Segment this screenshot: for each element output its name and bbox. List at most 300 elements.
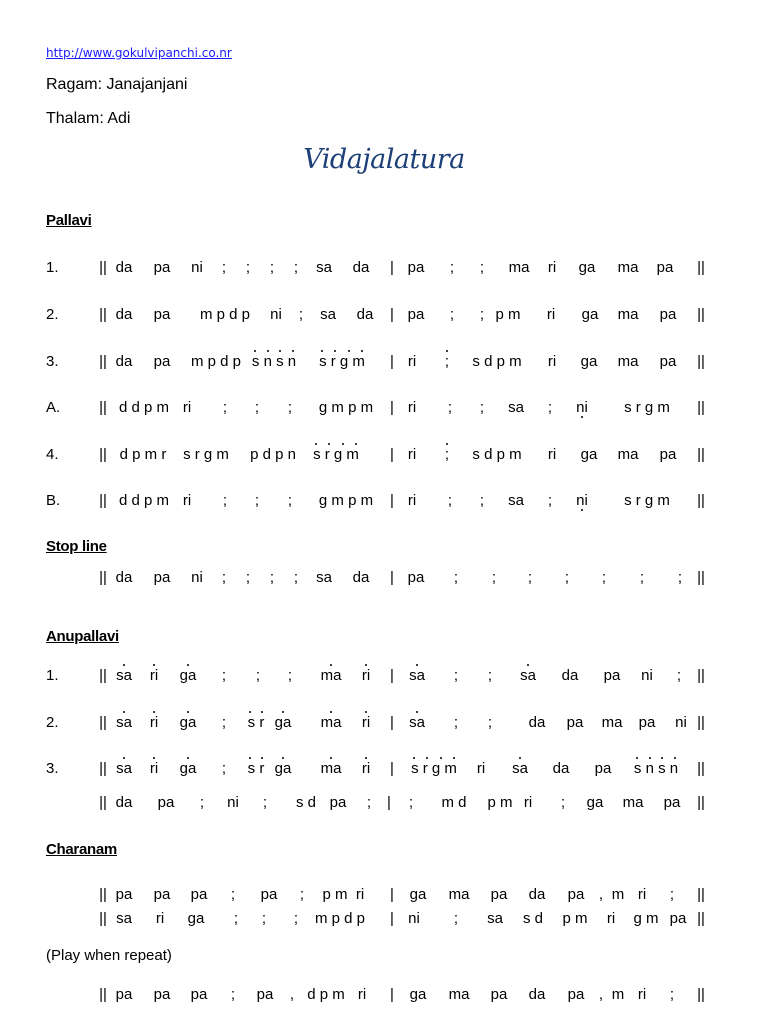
swara: da <box>115 259 133 276</box>
bar-line: || <box>99 986 107 1003</box>
swara: sa <box>508 399 524 416</box>
swara: sa <box>409 714 425 731</box>
bar-line: || <box>99 306 107 323</box>
swara: pa <box>659 353 677 370</box>
bar-line: || <box>697 886 705 903</box>
bar-line: || <box>99 794 107 811</box>
bar-line: || <box>99 353 107 370</box>
section-anupallavi: Anupallavi <box>46 628 119 645</box>
bar-line: || <box>697 714 705 731</box>
swara: s r g m <box>313 446 359 463</box>
bar-line: | <box>390 986 394 1003</box>
swara: da <box>115 306 133 323</box>
swara: sa <box>508 492 524 509</box>
swara: ma <box>617 446 639 463</box>
swara: pa <box>638 714 656 731</box>
upper-octave-dot <box>330 757 332 759</box>
swara: ga <box>409 886 427 903</box>
swara: ga <box>578 259 596 276</box>
rest-mark: ; <box>230 986 236 1003</box>
notation-line <box>0 569 768 593</box>
notation-line <box>0 886 768 910</box>
rest-mark: ; <box>669 986 675 1003</box>
swara: pa <box>153 306 171 323</box>
swara: pa <box>115 886 133 903</box>
swara: s d <box>522 910 544 927</box>
rest-mark: ; <box>601 569 607 586</box>
rest-mark: , <box>598 886 604 903</box>
bar-line: || <box>697 446 705 463</box>
swara: pa <box>659 306 677 323</box>
bar-line: || <box>99 492 107 509</box>
section-charanam: Charanam <box>46 841 117 858</box>
swara: ri <box>547 446 557 463</box>
swara: p m <box>487 794 513 811</box>
bar-line: || <box>99 886 107 903</box>
bar-line: | <box>390 399 394 416</box>
swara: p m <box>562 910 588 927</box>
swara: sa <box>116 714 132 731</box>
upper-octave-dot <box>249 757 251 759</box>
rest-mark: , <box>598 986 604 1003</box>
rest-mark: ; <box>453 667 459 684</box>
rest-mark: ; <box>230 886 236 903</box>
bar-line: | <box>390 353 394 370</box>
lower-octave-dot <box>581 416 583 418</box>
swara: s r g m <box>624 399 670 416</box>
swara: ri <box>361 760 371 777</box>
upper-octave-dot <box>249 711 251 713</box>
swara: ga <box>179 760 197 777</box>
swara: ri <box>182 492 192 509</box>
bar-line: | <box>390 306 394 323</box>
rest-mark: ; <box>221 714 227 731</box>
swara: pa <box>669 910 687 927</box>
swara: s r <box>247 760 265 777</box>
swara: ri <box>637 886 647 903</box>
swara: da <box>528 886 546 903</box>
upper-octave-dot <box>674 757 676 759</box>
rest-mark: ; <box>287 492 293 509</box>
swara: da <box>528 714 546 731</box>
swara: m p d p <box>199 306 251 323</box>
rest-mark: ; <box>221 569 227 586</box>
upper-octave-dot <box>365 757 367 759</box>
bar-line: | <box>390 667 394 684</box>
rest-mark: ; <box>669 886 675 903</box>
swara: ga <box>179 667 197 684</box>
rest-mark: ; <box>221 667 227 684</box>
ragam-label: Ragam: Janajanjani <box>46 76 188 93</box>
rest-mark: ; <box>221 760 227 777</box>
swara: p m <box>322 886 348 903</box>
upper-octave-dot <box>187 664 189 666</box>
swara: d d p m <box>118 399 170 416</box>
rest-mark: ; <box>298 306 304 323</box>
swara: pa <box>153 259 171 276</box>
notation-line <box>0 714 768 738</box>
swara: m d <box>441 794 467 811</box>
swara: g m p m <box>318 492 374 509</box>
swara: ma <box>601 714 623 731</box>
line-number: 4. <box>46 446 59 463</box>
line-number: 3. <box>46 760 59 777</box>
swara: ga <box>580 446 598 463</box>
swara: pa <box>407 569 425 586</box>
swara: sa <box>316 259 332 276</box>
rest-mark: ; <box>447 399 453 416</box>
rest-mark: ; <box>199 794 205 811</box>
swara: d p m <box>307 986 345 1003</box>
swara: ni <box>675 714 687 731</box>
upper-octave-dot <box>453 757 455 759</box>
swara: pa <box>567 986 585 1003</box>
swara: ga <box>409 986 427 1003</box>
rest-mark: ; <box>254 399 260 416</box>
swara: sa <box>409 667 425 684</box>
bar-line: | <box>390 492 394 509</box>
swara: m <box>611 886 625 903</box>
swara: pa <box>407 259 425 276</box>
upper-octave-dot <box>282 711 284 713</box>
swara: g m <box>633 910 659 927</box>
swara: da <box>352 259 370 276</box>
swara: s r g m <box>624 492 670 509</box>
swara: ri <box>407 446 417 463</box>
swara: ri <box>407 492 417 509</box>
swara: s r <box>247 714 265 731</box>
bar-line: | <box>390 446 394 463</box>
rest-mark: , <box>289 986 295 1003</box>
bar-line: || <box>697 353 705 370</box>
upper-octave-dot <box>328 443 330 445</box>
swara: ri <box>357 986 367 1003</box>
swara: m <box>611 986 625 1003</box>
rest-mark: ; <box>676 667 682 684</box>
swara: s r g m <box>411 760 457 777</box>
swara: ri <box>361 667 371 684</box>
upper-octave-dot <box>321 350 323 352</box>
rest-mark: ; <box>453 569 459 586</box>
swara: ri <box>149 667 159 684</box>
rest-mark: ; <box>269 259 275 276</box>
upper-octave-dot <box>636 757 638 759</box>
bar-line: | <box>387 794 391 811</box>
swara: pa <box>566 714 584 731</box>
upper-octave-dot <box>365 664 367 666</box>
bar-line: || <box>99 910 107 927</box>
upper-octave-dot <box>649 757 651 759</box>
swara: pa <box>567 886 585 903</box>
bar-line: || <box>697 794 705 811</box>
rest-mark: ; <box>487 667 493 684</box>
swara: ga <box>187 910 205 927</box>
swara: ma <box>617 259 639 276</box>
swara: da <box>115 794 133 811</box>
upper-octave-dot <box>330 711 332 713</box>
bar-line: | <box>390 259 394 276</box>
swara: ri <box>547 353 557 370</box>
notation-line <box>0 910 768 934</box>
notation-line <box>0 492 768 516</box>
rest-mark: ; <box>221 259 227 276</box>
upper-octave-dot <box>187 711 189 713</box>
upper-octave-dot <box>279 350 281 352</box>
swara: s r g m <box>183 446 229 463</box>
swara: s d <box>295 794 317 811</box>
section-stop-line: Stop line <box>46 538 107 555</box>
upper-octave-dot <box>527 664 529 666</box>
rest-mark: ; <box>293 569 299 586</box>
swara: pa <box>490 886 508 903</box>
swara: ma <box>622 794 644 811</box>
swara: ri <box>407 353 417 370</box>
swara: p d p n <box>250 446 296 463</box>
rest-mark: ; <box>245 569 251 586</box>
swara: ri <box>523 794 533 811</box>
rest-mark: ; <box>453 910 459 927</box>
swara: da <box>528 986 546 1003</box>
upper-octave-dot <box>416 711 418 713</box>
rest-mark: ; <box>255 667 261 684</box>
rest-mark: ; <box>560 794 566 811</box>
upper-octave-dot <box>123 664 125 666</box>
line-number: 1. <box>46 667 59 684</box>
song-title: Vidajalatura <box>303 144 465 175</box>
swara: ma <box>617 306 639 323</box>
swara: sa <box>320 306 336 323</box>
rest-mark: ; <box>547 399 553 416</box>
swara: sa <box>487 910 503 927</box>
swara: pa <box>656 259 674 276</box>
upper-octave-dot <box>440 757 442 759</box>
swara: s n s n <box>633 760 679 777</box>
rest-mark: ; <box>245 259 251 276</box>
notation-line <box>0 760 768 784</box>
upper-octave-dot <box>330 664 332 666</box>
swara: ni <box>191 569 203 586</box>
bar-line: || <box>99 259 107 276</box>
rest-mark: ; <box>233 910 239 927</box>
swara: ri <box>547 259 557 276</box>
swara: m p d p <box>190 353 242 370</box>
swara: ma <box>320 760 342 777</box>
rest-mark: ; <box>287 399 293 416</box>
rest-mark: ; <box>261 910 267 927</box>
swara: sa <box>116 760 132 777</box>
rest-mark: ; <box>222 492 228 509</box>
line-number: A. <box>46 399 61 416</box>
swara: sa <box>116 667 132 684</box>
swara: ni <box>408 910 420 927</box>
notation-line <box>0 446 768 470</box>
bar-line: || <box>697 986 705 1003</box>
swara: da <box>352 569 370 586</box>
bar-line: | <box>390 886 394 903</box>
swara: pa <box>260 886 278 903</box>
upper-octave-dot <box>261 711 263 713</box>
line-number: 3. <box>46 353 59 370</box>
rest-mark: ; <box>222 399 228 416</box>
rest-mark: ; <box>293 259 299 276</box>
rest-mark: ; <box>449 306 455 323</box>
bar-line: || <box>697 569 705 586</box>
swara: pa <box>659 446 677 463</box>
bar-line: || <box>99 569 107 586</box>
rest-mark: ; <box>453 714 459 731</box>
upper-octave-dot <box>187 757 189 759</box>
upper-octave-dot <box>261 757 263 759</box>
swara: ri <box>361 714 371 731</box>
swara: pa <box>190 986 208 1003</box>
upper-octave-dot <box>348 350 350 352</box>
rest-mark: ; <box>491 569 497 586</box>
swara: s r g m <box>319 353 365 370</box>
swara: ni <box>227 794 239 811</box>
swara: ma <box>617 353 639 370</box>
website-link[interactable]: http://www.gokulvipanchi.co.nr <box>46 46 232 60</box>
swara: ri <box>606 910 616 927</box>
swara: d d p m <box>118 492 170 509</box>
swara: m p d p <box>314 910 366 927</box>
upper-octave-dot <box>292 350 294 352</box>
rest-mark: ; <box>479 306 485 323</box>
bar-line: | <box>390 714 394 731</box>
swara: s d p m <box>472 446 522 463</box>
bar-line: || <box>697 667 705 684</box>
rest-mark: ; <box>527 569 533 586</box>
section-pallavi: Pallavi <box>46 212 92 229</box>
play-when-repeat-note: (Play when repeat) <box>46 947 172 964</box>
rest-mark: ; <box>564 569 570 586</box>
upper-octave-dot <box>153 757 155 759</box>
upper-octave-dot <box>365 711 367 713</box>
rest-mark: ; <box>479 492 485 509</box>
bar-line: || <box>99 760 107 777</box>
upper-octave-dot <box>342 443 344 445</box>
upper-octave-dot <box>123 711 125 713</box>
rest-mark: ; <box>677 569 683 586</box>
swara: pa <box>329 794 347 811</box>
notation-line <box>0 986 768 1010</box>
rest-mark: ; <box>547 492 553 509</box>
rest-mark: ; <box>447 492 453 509</box>
swara: ma <box>448 886 470 903</box>
swara: pa <box>153 986 171 1003</box>
swara: sa <box>316 569 332 586</box>
swara: ni <box>641 667 653 684</box>
swara: pa <box>115 986 133 1003</box>
notation-line <box>0 259 768 283</box>
bar-line: || <box>697 399 705 416</box>
swara: ri <box>355 886 365 903</box>
bar-line: || <box>697 760 705 777</box>
swara: ni <box>576 399 588 416</box>
rest-mark: ; <box>444 446 450 463</box>
lower-octave-dot <box>581 509 583 511</box>
rest-mark: ; <box>293 910 299 927</box>
swara: p m <box>495 306 521 323</box>
swara: pa <box>153 569 171 586</box>
upper-octave-dot <box>519 757 521 759</box>
swara: pa <box>157 794 175 811</box>
swara: ma <box>320 714 342 731</box>
swara: pa <box>663 794 681 811</box>
swara: ni <box>191 259 203 276</box>
thalam-label: Thalam: Adi <box>46 110 131 127</box>
upper-octave-dot <box>446 443 448 445</box>
swara: ga <box>581 306 599 323</box>
notation-line <box>0 399 768 423</box>
rest-mark: ; <box>479 259 485 276</box>
swara: s n s n <box>251 353 297 370</box>
swara: pa <box>153 353 171 370</box>
swara: ga <box>179 714 197 731</box>
rest-mark: ; <box>254 492 260 509</box>
rest-mark: ; <box>639 569 645 586</box>
upper-octave-dot <box>355 443 357 445</box>
swara: d p m r <box>119 446 167 463</box>
swara: sa <box>512 760 528 777</box>
rest-mark: ; <box>287 667 293 684</box>
swara: pa <box>603 667 621 684</box>
rest-mark: ; <box>366 794 372 811</box>
bar-line: || <box>697 306 705 323</box>
rest-mark: ; <box>269 569 275 586</box>
rest-mark: ; <box>449 259 455 276</box>
rest-mark: ; <box>408 794 414 811</box>
rest-mark: ; <box>444 353 450 370</box>
rest-mark: ; <box>262 794 268 811</box>
swara: g m p m <box>318 399 374 416</box>
swara: pa <box>153 886 171 903</box>
swara: ri <box>546 306 556 323</box>
line-number: 2. <box>46 714 59 731</box>
bar-line: || <box>697 492 705 509</box>
swara: da <box>115 353 133 370</box>
swara: ri <box>182 399 192 416</box>
swara: ri <box>149 760 159 777</box>
upper-octave-dot <box>661 757 663 759</box>
swara: ri <box>637 986 647 1003</box>
bar-line: || <box>697 910 705 927</box>
upper-octave-dot <box>153 664 155 666</box>
swara: da <box>115 569 133 586</box>
upper-octave-dot <box>334 350 336 352</box>
line-number: 2. <box>46 306 59 323</box>
swara: ga <box>274 760 292 777</box>
rest-mark: ; <box>299 886 305 903</box>
notation-line <box>0 306 768 330</box>
upper-octave-dot <box>416 664 418 666</box>
notation-line <box>0 794 768 818</box>
bar-line: || <box>99 399 107 416</box>
swara: pa <box>594 760 612 777</box>
line-number: B. <box>46 492 61 509</box>
swara: da <box>552 760 570 777</box>
upper-octave-dot <box>254 350 256 352</box>
upper-octave-dot <box>426 757 428 759</box>
upper-octave-dot <box>361 350 363 352</box>
swara: sa <box>520 667 536 684</box>
swara: ga <box>274 714 292 731</box>
swara: ni <box>270 306 282 323</box>
swara: da <box>561 667 579 684</box>
swara: sa <box>116 910 132 927</box>
bar-line: || <box>99 667 107 684</box>
upper-octave-dot <box>123 757 125 759</box>
bar-line: || <box>99 714 107 731</box>
